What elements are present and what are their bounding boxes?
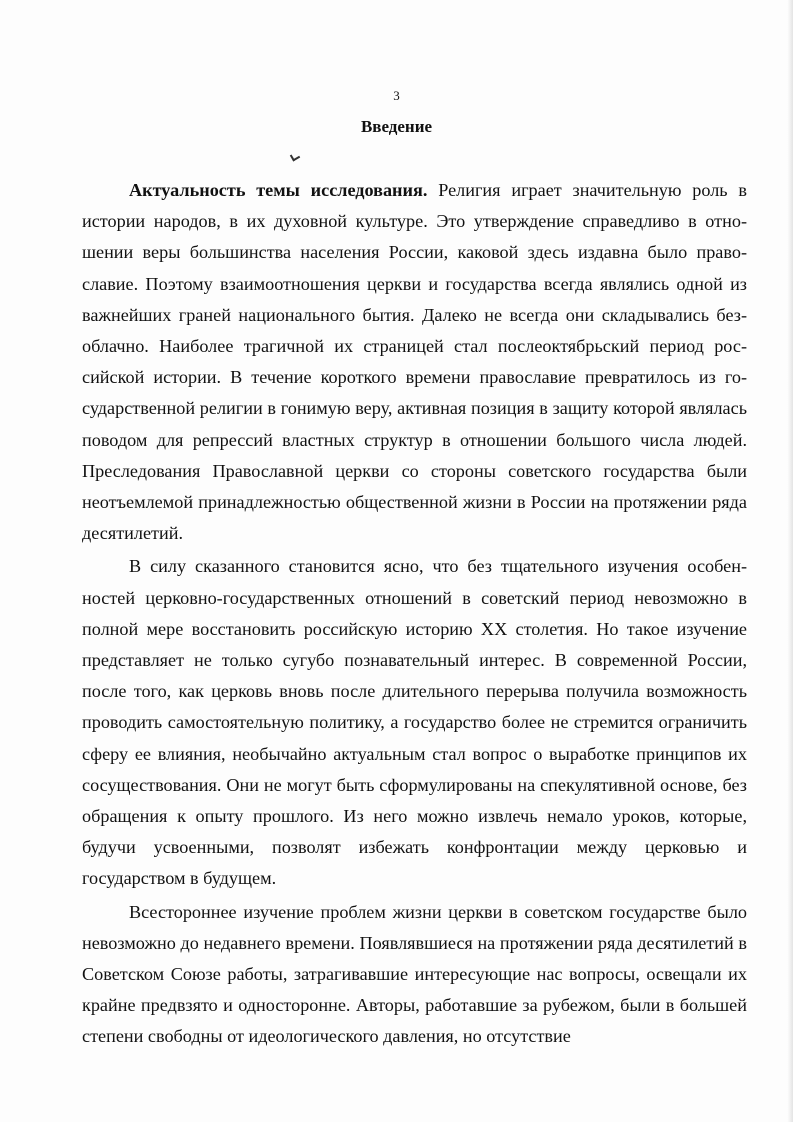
scan-mark-icon <box>290 151 300 161</box>
section-title: Введение <box>360 117 433 136</box>
paragraph-1 <box>82 175 747 549</box>
paragraph-3-text: Всестороннее изучение проблем жизни церкви в советском государстве было невозможно до недавнего времени. Появлявшиеся на протяжении ряда десятилетий в Советском Союзе работы, затрагивавшие интересующие нас вопросы, освещали их крайне предвзято и односторонне. Авторы, работавшие за рубежом, были в большей степени свободны от идеологического давления, но отсутствие <box>82 901 747 1047</box>
scan-edge-shadow <box>787 0 793 1122</box>
paragraph-1-text: Религия играет значительную роль в истории народов, в их духовной культуре. Это утверждение справедливо в отношении веры большинства населения России, каковой здесь издавна было православие. Поэтому взаимоотношения церкви и государства всегда являлись одной из важнейших граней национального бытия. Далеко не всегда они складывались безоблачно. Наиболее трагичной их страницей стал послеоктябрьский период российской истории. В течение короткого времени православие превратилось из государственной религии в гонимую веру, активная позиция в защиту которой являлась поводом для репрессий властных структур в отношении большого числа людей. Преследования Православной церкви со стороны советского государства были неотъемлемой принадлежностью общественной жизни в России на протяжении ряда десятилетий. <box>82 180 747 544</box>
page-number: 3 <box>393 88 400 103</box>
paragraph-2-text: В силу сказанного становится ясно, что без тщательного изучения особенностей церковно-государственных отношений в советский период невозможно в полной мере восстановить российскую историю XX столетия. Но такое изучение представляет не только сугубо познавательный интерес. В современной России, после того, как церковь вновь после длительного перерыва получила возможность проводить самостоятельную политику, а государство более не стремится ограничить сферу ее влияния, необычайно актуальным стал вопрос о выработке принципов их сосуществования. Они не могут быть сформулированы на спекулятивной основе, без обращения к опыту прошлого. Из него можно извлечь немало уроков, которые, будучи усвоенными, позволят избежать конфронтации между церковью и государством в будущем. <box>82 556 747 889</box>
body-text <box>82 175 747 1053</box>
paragraph-1-lead: Актуальность темы исследования. <box>129 180 428 200</box>
paragraph-2 <box>82 551 747 894</box>
paragraph-3 <box>82 897 747 1053</box>
